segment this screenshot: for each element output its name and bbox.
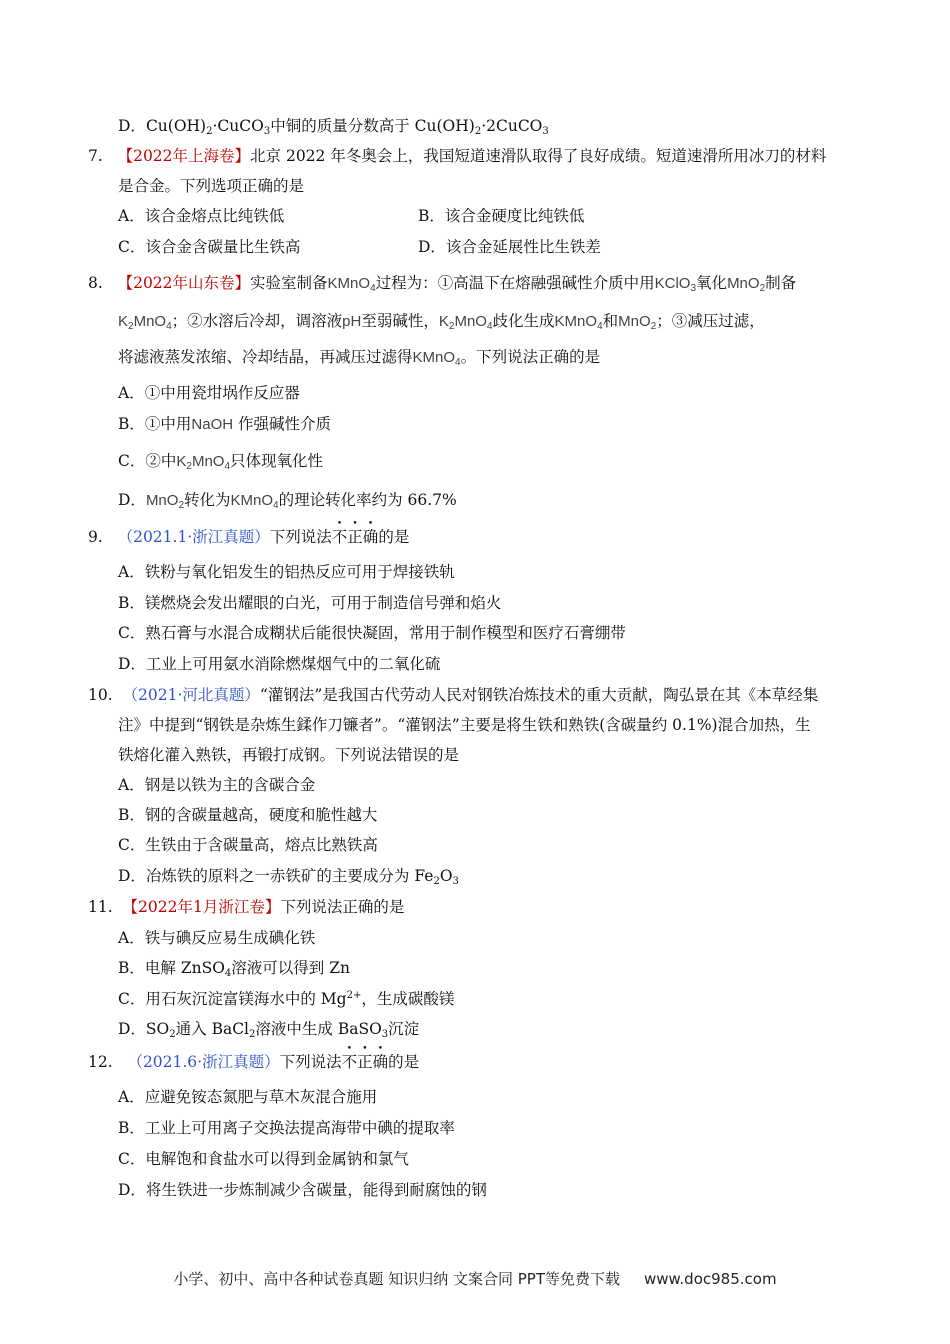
subscript: 2 xyxy=(433,876,440,887)
q7-option-a: A．该合金熔点比纯铁低 xyxy=(118,207,285,225)
formula-text: ·2CuCO xyxy=(481,117,543,135)
option-text: C．②中 xyxy=(118,452,177,470)
stem-text: 实验室制备 xyxy=(250,274,328,292)
subscript: 3 xyxy=(690,283,697,294)
subscript: 2 xyxy=(128,321,134,332)
subscript: 4 xyxy=(224,461,231,472)
option-text: 只体现氧化性 xyxy=(230,452,324,470)
emphasis-char: 确 xyxy=(372,1053,389,1071)
stem-text: ；②水溶后冷却，调溶液 xyxy=(171,312,343,330)
formula-text: Cu(OH) xyxy=(145,117,207,135)
option-text: 溶液中生成 BaSO xyxy=(255,1020,382,1038)
source-tag: 【2022年上海卷】 xyxy=(117,147,251,165)
q10-option-b: B．钢的含碳量越高，硬度和脆性越大 xyxy=(118,806,378,824)
formula-text: KClO xyxy=(654,275,691,292)
superscript: 2+ xyxy=(346,990,362,1001)
formula-text: O xyxy=(439,867,453,885)
formula-mno2 xyxy=(146,492,184,509)
option-text: 通入 BaCl xyxy=(175,1020,250,1038)
formula-kmno4 xyxy=(231,492,279,509)
formula-text: MnO xyxy=(454,313,487,330)
formula-text: ·CuCO xyxy=(212,117,264,135)
formula-text: KMnO xyxy=(230,492,274,509)
subscript: 3 xyxy=(381,1029,389,1040)
subscript: 3 xyxy=(542,126,549,137)
q9-option-b: B．镁燃烧会发出耀眼的白光，可用于制造信号弹和焰火 xyxy=(118,594,502,612)
option-text: 溶液可以得到 Zn xyxy=(231,959,350,977)
q8-stem-line2 xyxy=(118,310,765,333)
emphasis-char: 不 xyxy=(331,528,348,546)
q8-stem-line1 xyxy=(88,272,796,295)
footer-site-link[interactable]: www.doc985.com xyxy=(643,1270,777,1288)
subscript: 2 xyxy=(169,1029,176,1040)
option-text: 沉淀 xyxy=(388,1020,420,1038)
q10-stem-line3: 铁熔化灌入熟铁，再锻打成钢。下列说法错误的是 xyxy=(118,746,460,764)
option-label: D． xyxy=(118,117,146,135)
subscript: 4 xyxy=(455,357,461,368)
q10-stem-line1 xyxy=(88,684,818,706)
q7-option-c: C．该合金含碳量比生铁高 xyxy=(118,238,301,256)
q12-option-d: D．将生铁进一步炼制减少含碳量，能得到耐腐蚀的钢 xyxy=(118,1181,487,1199)
stem-text: 至弱碱性， xyxy=(361,312,439,330)
subscript: 2 xyxy=(206,126,213,137)
q9-option-d: D．工业上可用氨水消除燃煤烟气中的二氧化硫 xyxy=(118,655,441,673)
option-text: 的理论转化率约为 66.7% xyxy=(278,491,457,509)
q7-stem-line1 xyxy=(88,145,826,167)
q10-stem-line2: 注》中提到“钢铁是杂炼生鍒作刀镰者”。“灌钢法”主要是将生铁和熟铁(含碳量约 0.1%)混合加热，生 xyxy=(118,716,811,734)
stem-text: 下列说法 xyxy=(279,1053,342,1071)
question-number: 8. xyxy=(88,274,103,292)
option-text: D．SO xyxy=(118,1020,170,1038)
subscript: 2 xyxy=(178,500,185,511)
formula-text: KMnO xyxy=(327,275,371,292)
emphasis-char: 不 xyxy=(341,1053,358,1071)
option-text: 中铜的质量分数高于 xyxy=(270,117,410,135)
question-number: 9. xyxy=(88,528,103,546)
formula-text: Cu(OH) xyxy=(409,117,475,135)
q10-option-d xyxy=(118,865,459,887)
subscript: 2 xyxy=(448,321,455,332)
formula-kmno4 xyxy=(413,349,461,366)
subscript: 2 xyxy=(759,283,766,294)
question-stem: 北京 2022 年冬奥会上，我国短道速滑队取得了良好成绩。短道速滑所用冰刀的材料 xyxy=(250,147,827,165)
stem-text: 制备 xyxy=(765,274,797,292)
q12-stem xyxy=(88,1051,419,1073)
q9-option-c: C．熟石膏与水混合成糊状后能很快凝固，常用于制作模型和医疗石膏绷带 xyxy=(118,624,626,642)
emphasis-char: 正 xyxy=(357,1053,373,1071)
subscript: 3 xyxy=(263,126,271,137)
formula-text: K xyxy=(438,313,449,330)
formula-text: MnO xyxy=(727,275,760,292)
question-number: 7. xyxy=(88,147,103,165)
stem-text: 和 xyxy=(602,312,619,330)
q10-option-c: C．生铁由于含碳量高，熔点比熟铁高 xyxy=(118,836,378,854)
option-text: D．冶炼铁的原料之一赤铁矿的主要成分为 Fe xyxy=(118,867,434,885)
q11-option-b xyxy=(118,957,350,979)
q11-option-d xyxy=(118,1018,419,1040)
q9-option-a: A．铁粉与氧化铝发生的铝热反应可用于焊接铁轨 xyxy=(118,563,455,581)
formula-text: MnO xyxy=(618,313,651,330)
subscript: 4 xyxy=(486,321,493,332)
formula-mno2 xyxy=(618,313,656,330)
formula-text: KMnO xyxy=(554,313,598,330)
formula-text: KMnO xyxy=(412,349,456,366)
formula-k2mno4 xyxy=(118,313,172,330)
formula-kmno4 xyxy=(328,275,376,292)
stem-text: 氧化 xyxy=(696,274,728,292)
q11-option-c xyxy=(118,988,454,1010)
option-text: B．①中用 xyxy=(118,415,192,433)
subscript: 4 xyxy=(597,321,603,332)
q11-stem xyxy=(88,896,404,918)
q10-option-a: A．钢是以铁为主的含碳合金 xyxy=(118,776,316,794)
stem-text: 。下列说法正确的是 xyxy=(460,348,601,366)
q8-option-b xyxy=(118,413,331,436)
question-number: 10. xyxy=(88,686,113,704)
subscript: 2 xyxy=(249,1029,256,1040)
subscript: 2 xyxy=(186,461,192,472)
q8-option-d xyxy=(118,489,457,512)
formula-text: MnO xyxy=(133,313,167,330)
q12-option-c: C．电解饱和食盐水可以得到金属钠和氯气 xyxy=(118,1150,409,1168)
option-text: D． xyxy=(118,491,146,509)
subscript: 2 xyxy=(650,321,657,332)
source-tag: （2021.6·浙江真题） xyxy=(127,1053,280,1071)
subscript: 4 xyxy=(224,968,232,979)
option-text: ，生成碳酸镁 xyxy=(361,990,455,1008)
question-number: 12. xyxy=(88,1053,113,1071)
q9-stem xyxy=(88,526,409,548)
q8-stem-line3 xyxy=(118,346,600,369)
stem-text: 下列说法正确的是 xyxy=(280,898,405,916)
stem-text: 的是 xyxy=(378,528,410,546)
formula-k2mno4 xyxy=(176,453,230,470)
subscript: 2 xyxy=(474,126,482,137)
stem-text: “灌钢法”是我国古代劳动人民对钢铁冶炼技术的重大贡献，陶弘景在其《本草经集 xyxy=(259,686,819,704)
q12-option-b: B．工业上可用离子交换法提高海带中碘的提取率 xyxy=(118,1119,455,1137)
q8-option-a: A．①中用瓷坩埚作反应器 xyxy=(118,384,300,402)
stem-text: 歧化生成 xyxy=(492,312,555,330)
question-number: 11. xyxy=(88,898,113,916)
stem-text: 下列说法 xyxy=(269,528,332,546)
stem-text: 过程为：①高温下在熔融强碱性介质中用 xyxy=(375,274,655,292)
formula-text: MnO xyxy=(145,492,179,509)
formula-text: MnO xyxy=(191,453,225,470)
page-footer xyxy=(0,1268,950,1289)
subscript: 4 xyxy=(273,500,279,511)
formula-mno2 xyxy=(727,275,765,292)
option-text: 作强碱性介质 xyxy=(238,415,332,433)
source-tag: 【2022年1月浙江卷】 xyxy=(122,898,281,916)
source-tag: 【2022年山东卷】 xyxy=(117,274,251,292)
formula-ph: pH xyxy=(342,313,362,330)
subscript: 3 xyxy=(452,876,459,887)
q12-option-a: A．应避免铵态氮肥与草木灰混合施用 xyxy=(118,1088,378,1106)
stem-text: 将滤液蒸发浓缩、冷却结晶，再减压过滤得 xyxy=(118,348,413,366)
subscript: 4 xyxy=(370,283,376,294)
formula-k2mno4 xyxy=(439,313,493,330)
q7-stem-line2: 是合金。下列选项正确的是 xyxy=(118,177,305,195)
option-text: C．用石灰沉淀富镁海水中的 Mg xyxy=(118,990,347,1008)
formula-text: K xyxy=(118,313,129,330)
q6-option-d xyxy=(118,115,549,137)
formula-kclo3 xyxy=(655,275,696,292)
q11-option-a: A．铁与碘反应易生成碘化铁 xyxy=(118,929,316,947)
option-text: B．电解 ZnSO xyxy=(118,959,225,977)
option-text: 转化为 xyxy=(184,491,231,509)
stem-text: ；③减压过滤， xyxy=(656,312,765,330)
emphasis-char: 确 xyxy=(362,528,379,546)
stem-text: 的是 xyxy=(388,1053,420,1071)
footer-text: 小学、初中、高中各种试卷真题 知识归纳 文案合同 PPT等免费下载 xyxy=(173,1270,620,1288)
subscript: 4 xyxy=(166,321,172,332)
q7-option-b: B．该合金硬度比纯铁低 xyxy=(418,207,585,225)
emphasis-char: 正 xyxy=(347,528,363,546)
source-tag: （2021.1·浙江真题） xyxy=(117,528,270,546)
source-tag: （2021·河北真题） xyxy=(122,686,260,704)
formula-kmno4 xyxy=(555,313,603,330)
q7-option-d: D．该合金延展性比生铁差 xyxy=(418,238,601,256)
formula-text: K xyxy=(176,453,187,470)
formula-naoh: NaOH xyxy=(191,416,234,433)
q8-option-c xyxy=(118,450,323,473)
